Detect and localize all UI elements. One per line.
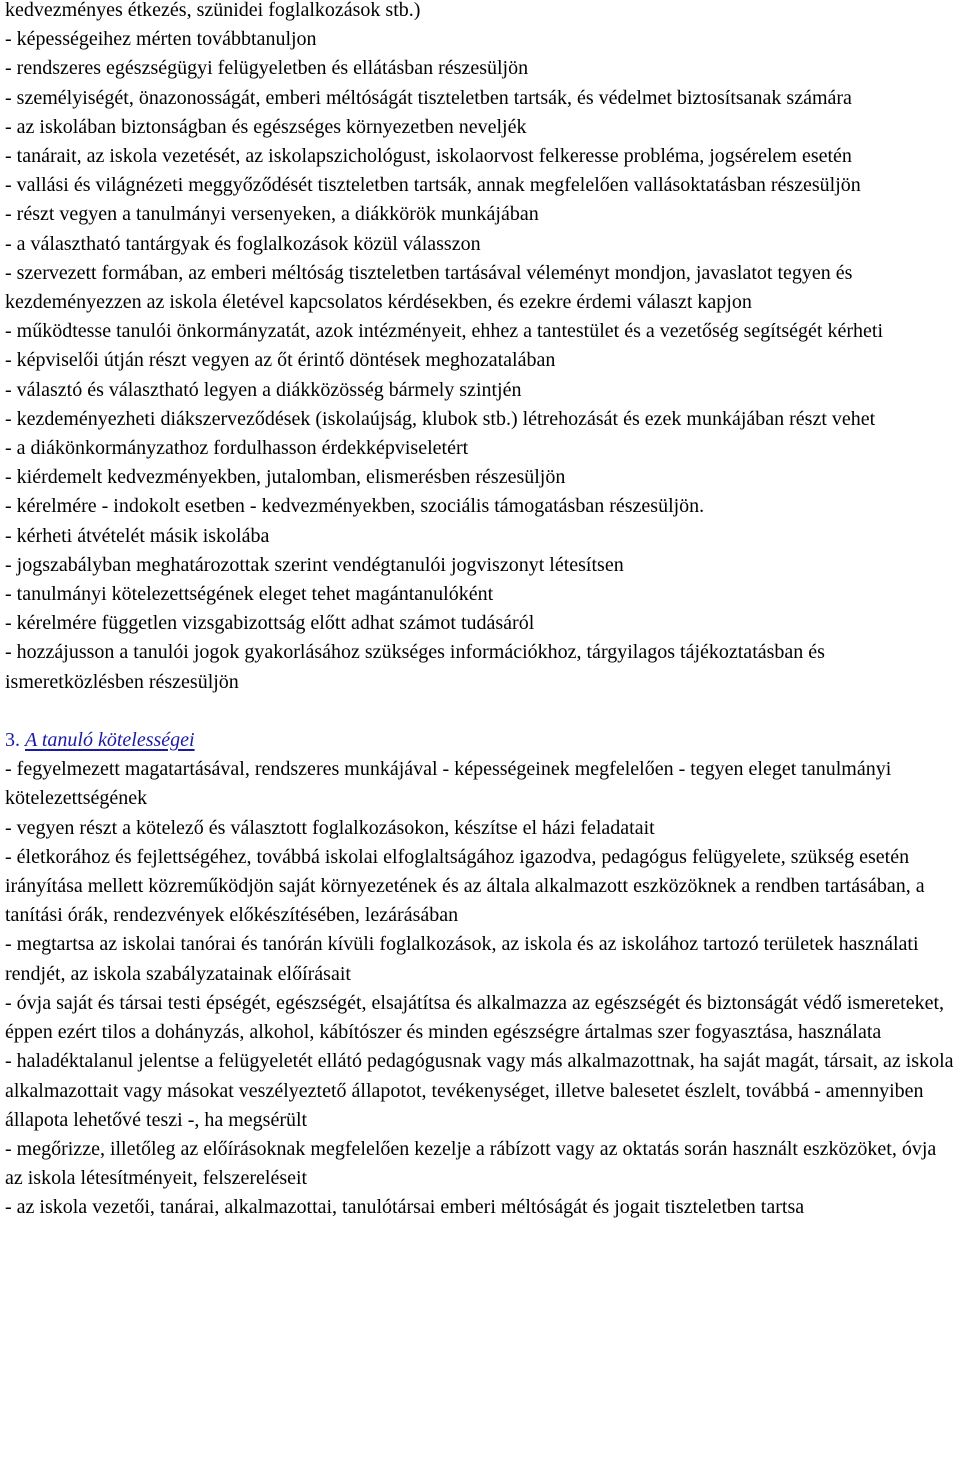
rights-item: - tanárait, az iskola vezetését, az iskolapszichológust, iskolaorvost felkeresse probléma, jogsérelem esetén bbox=[5, 145, 852, 168]
rights-item: - tanulmányi kötelezettségének eleget tehet magántanulóként bbox=[5, 583, 494, 606]
duties-item: - vegyen részt a kötelező és választott foglalkozásokon, készítse el házi feladatait bbox=[5, 816, 655, 839]
duties-item: - fegyelmezett magatartásával, rendszeres munkájával - képességeinek megfelelően - tegyen eleget tanulmányi kötelezettségének bbox=[5, 758, 892, 810]
rights-item: - a diákönkormányzathoz fordulhasson érdekképviseletért bbox=[5, 437, 469, 460]
section-number: 3. bbox=[5, 729, 20, 752]
duties-item: - megőrizze, illetőleg az előírásoknak megfelelően kezelje a rábízott vagy az oktatás során használt eszközöket, óvja az iskola létesítményeit, felszereléseit bbox=[5, 1137, 937, 1190]
duties-item: - az iskola vezetői, tanárai, alkalmazottai, tanulótársai emberi méltóságát és jogait tiszteletben tartsa bbox=[5, 1196, 805, 1219]
rights-item: - személyiségét, önazonosságát, emberi méltóságát tiszteletben tartsák, és védelmet biztosítsanak számára bbox=[5, 86, 852, 109]
rights-item: - kiérdemelt kedvezményekben, jutalomban, elismerésben részesüljön bbox=[5, 466, 566, 489]
rights-item: - kérelmére - indokolt esetben - kedvezményekben, szociális támogatásban részesüljön. bbox=[5, 495, 705, 518]
duties-item: - megtartsa az iskolai tanórai és tanórán kívüli foglalkozások, az iskola és az iskolához tartozó területek használati rendjét, az iskola szabályzatainak előírásait bbox=[5, 933, 919, 985]
rights-list bbox=[5, 0, 957, 697]
section-spacer bbox=[5, 697, 957, 726]
rights-item: - a választható tantárgyak és foglalkozások közül válasszon bbox=[5, 232, 481, 255]
section-title: A tanuló kötelességei bbox=[25, 729, 195, 752]
duties-item: - haladéktalanul jelentse a felügyeletét ellátó pedagógusnak vagy más alkalmazottnak, ha saját magát, társait, az iskola alkalmazottait vagy másokat veszélyeztető állapotot, tevékenységet, illetve balesetet észlelt, továbbá - amennyiben állapota lehetővé teszi -, ha megsérült bbox=[5, 1050, 954, 1131]
rights-item: - képességeihez mérten továbbtanuljon bbox=[5, 28, 317, 51]
duties-list bbox=[5, 755, 957, 1222]
duties-item: - életkorához és fejlettségéhez, továbbá iskolai elfoglaltságához igazodva, pedagógus felügyelete, szükség esetén irányítása mellett közreműködjön saját környezetének és az általa alkalmazott eszközöknek a rendben tartásában, a tanítási órák, rendezvények előkészítésében, lezárásában bbox=[5, 845, 925, 927]
rights-item: kedvezményes étkezés, szünidei foglalkozások stb.) bbox=[5, 0, 421, 21]
rights-item: - kezdeményezheti diákszerveződések (iskolaújság, klubok stb.) létrehozását és ezek munkájában részt vehet bbox=[5, 407, 876, 430]
rights-item: - részt vegyen a tanulmányi versenyeken, a diákkörök munkájában bbox=[5, 203, 539, 226]
rights-item: - hozzájusson a tanulói jogok gyakorlásához szükséges információkhoz, tárgyilagos tájékoztatásban és ismeretközlésben részesüljön bbox=[5, 641, 825, 693]
section-heading bbox=[5, 726, 957, 755]
rights-item: - kérheti átvételét másik iskolába bbox=[5, 524, 270, 547]
rights-item: - szervezett formában, az emberi méltóság tiszteletben tartásával véleményt mondjon, javaslatot tegyen és kezdeményezzen az iskola életével kapcsolatos kérdésekben, és ezekre érdemi választ kapjon bbox=[5, 261, 853, 314]
rights-item: - működtesse tanulói önkormányzatát, azok intézményeit, ehhez a tantestület és a vezetőség segítségét kérheti bbox=[5, 320, 884, 343]
rights-item: - választó és választható legyen a diákközösség bármely szintjén bbox=[5, 378, 522, 401]
rights-item: - vallási és világnézeti meggyőződését tiszteletben tartsák, annak megfelelően vallásoktatásban részesüljön bbox=[5, 174, 861, 197]
rights-item: - rendszeres egészségügyi felügyeletben és ellátásban részesüljön bbox=[5, 57, 529, 80]
document-page bbox=[5, 0, 957, 1223]
rights-item: - képviselői útján részt vegyen az őt érintő döntések meghozatalában bbox=[5, 349, 556, 372]
rights-item: - kérelmére független vizsgabizottság előtt adhat számot tudásáról bbox=[5, 612, 535, 635]
duties-item: - óvja saját és társai testi épségét, egészségét, elsajátítsa és alkalmazza az egészségét és biztonságát védő ismereteket, éppen ezért tilos a dohányzás, alkohol, kábítószer és minden egészségre ártalmas szer fogyasztása, használata bbox=[5, 991, 945, 1044]
rights-item: - az iskolában biztonságban és egészséges környezetben neveljék bbox=[5, 115, 527, 138]
rights-item: - jogszabályban meghatározottak szerint vendégtanulói jogviszonyt létesítsen bbox=[5, 553, 624, 576]
